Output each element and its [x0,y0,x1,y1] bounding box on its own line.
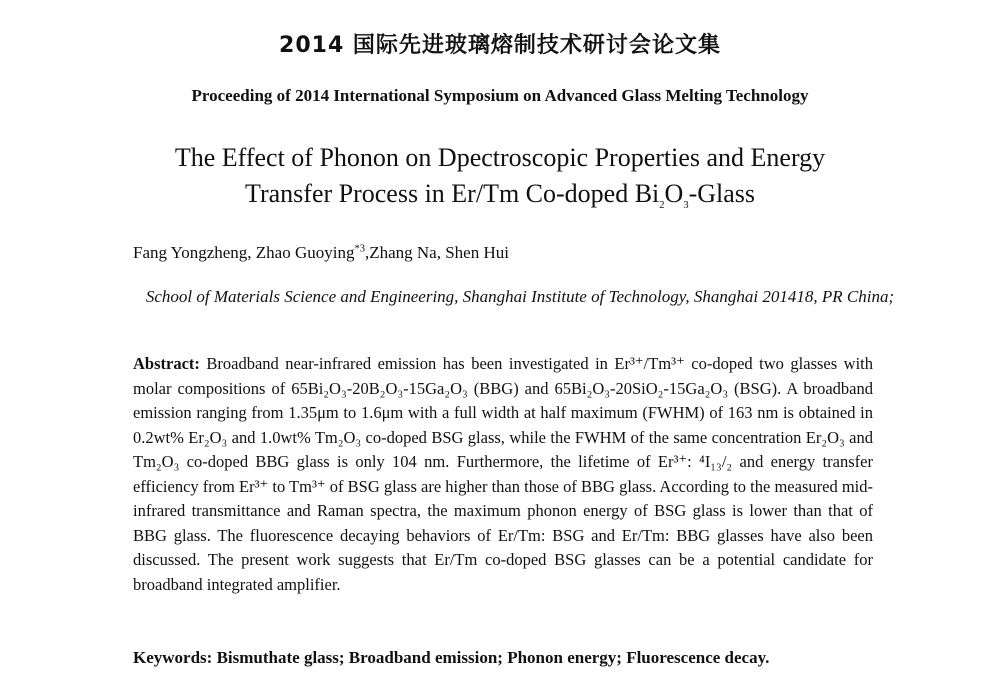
title-line2-prefix: Transfer Process in Er/Tm Co-doped Bi [245,179,660,208]
authors [133,243,509,263]
keywords: Keywords: Bismuthate glass; Broadband emission; Phonon energy; Fluorescence decay. [133,648,770,667]
abstract-label: Abstract: [133,354,200,373]
title-line2-mid: O [664,179,684,208]
authors-part-a: Fang Yongzheng, Zhao Guoying [133,243,355,262]
affiliation: School of Materials Science and Engineering, Shanghai Institute of Technology, Shanghai 201418, PR China; [145,287,895,306]
corresponding-author-mark: *3 [354,243,365,255]
paper-title-line2 [0,176,1000,212]
paper-title-line1: The Effect of Phonon on Dpectroscopic Properties and Energy [174,143,826,172]
paper-title [0,140,1000,212]
proceedings-english-title: Proceeding of 2014 International Symposium on Advanced Glass Melting Technology [191,86,809,105]
title-subscript-2: 3 [683,200,689,212]
proceedings-chinese-title: 2014 国际先进玻璃熔制技术研讨会论文集 [279,33,721,58]
authors-part-b: ,Zhang Na, Shen Hui [364,243,509,262]
abstract [133,352,873,597]
title-line2-suffix: -Glass [688,179,755,208]
abstract-text: Broadband near-infrared emission has been investigated in Er³⁺/Tm³⁺ co-doped two glasses with molar compositions of 65Bi₂O₃-20B₂O₃-15Ga₂O₃ (BBG) and 65Bi₂O₃-20SiO₂-15Ga₂O₃ (BSG). A broadband emission ranging from 1.35μm to 1.6μm with a full width at half maximum (FWHM) of 163 nm is obtained in 0.2wt% Er₂O₃ and 1.0wt% Tm₂O₃ co-doped BSG glass, while the FWHM of the same concentration Er₂O₃ and Tm₂O₃ co-doped BBG glass is only 104 nm. Furthermore, the lifetime of Er³⁺: ⁴I₁₃/₂ and energy transfer efficiency from Er³⁺ to Tm³⁺ of BSG glass are higher than those of BBG glass. According to the measured mid-infrared transmittance and Raman spectra, the maximum phonon energy of BSG glass is lower than that of BBG glass. The fluorescence decaying behaviors of Er/Tm: BSG and Er/Tm: BBG glasses have also been discussed. The present work suggests that Er/Tm co-doped BSG glasses can be a potential candidate for broadband integrated amplifier. [133,354,873,594]
title-subscript-1: 2 [659,200,665,212]
